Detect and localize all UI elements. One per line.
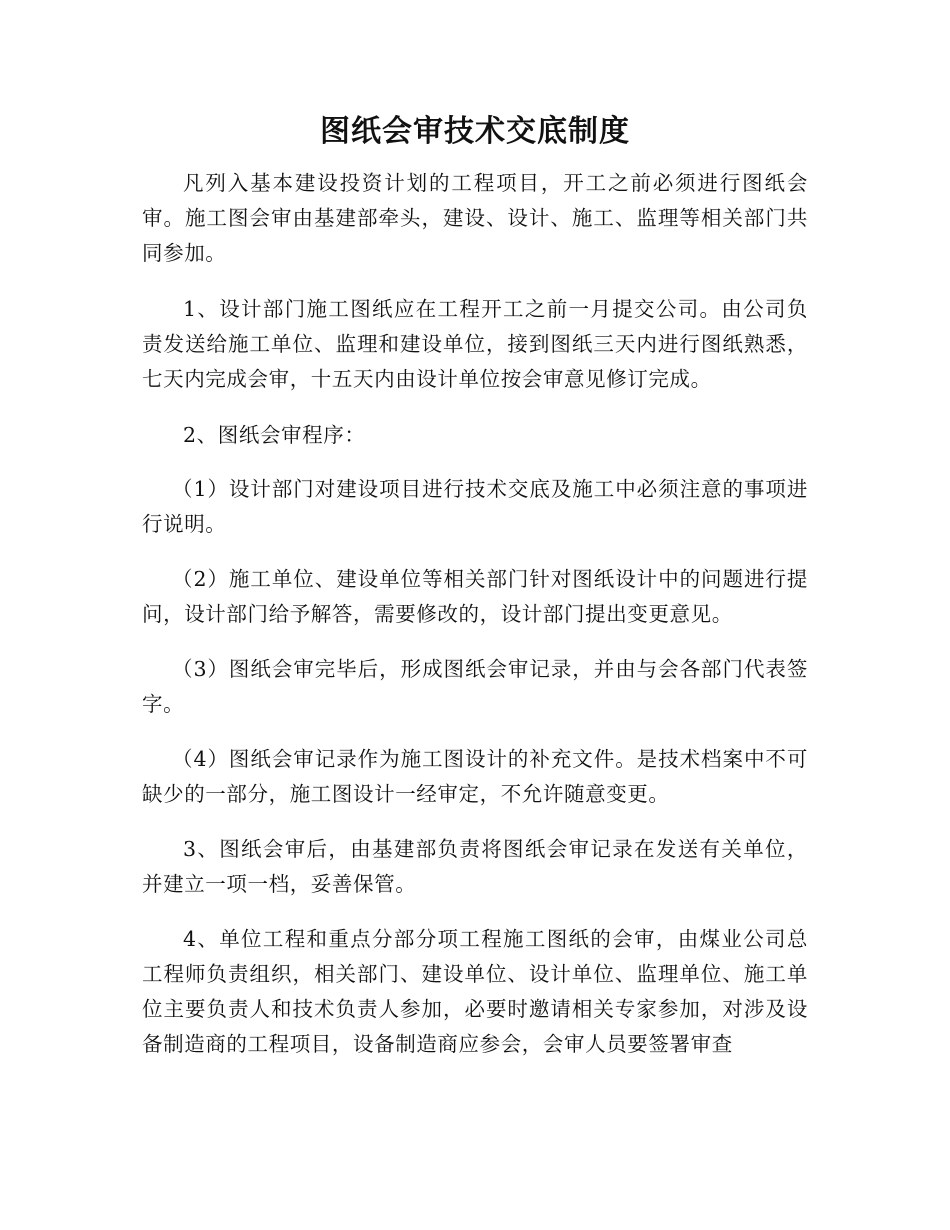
paragraph-sub-2: （2）施工单位、建设单位等相关部门针对图纸设计中的问题进行提问，设计部门给予解答，需要修改的，设计部门提出变更意见。 [142, 567, 808, 626]
paragraph-item-3: 3、图纸会审后，由基建部负责将图纸会审记录在发送有关单位，并建立一项一档，妥善保管。 [142, 837, 808, 896]
paragraph-sub-1: （1）设计部门对建设项目进行技术交底及施工中必须注意的事项进行说明。 [142, 477, 808, 536]
paragraph-item-1: 1、设计部门施工图纸应在工程开工之前一月提交公司。由公司负责发送给施工单位、监理和建设单位，接到图纸三天内进行图纸熟悉，七天内完成会审，十五天内由设计单位按会审意见修订完成。 [142, 297, 808, 391]
paragraph-item-2: 2、图纸会审程序： [183, 423, 366, 447]
paragraph-intro: 凡列入基本建设投资计划的工程项目，开工之前必须进行图纸会审。施工图会审由基建部牵头，建设、设计、施工、监理等相关部门共同参加。 [142, 171, 808, 265]
document-title: 图纸会审技术交底制度 [320, 114, 630, 149]
paragraph-item-4: 4、单位工程和重点分部分项工程施工图纸的会审，由煤业公司总工程师负责组织，相关部门、建设单位、设计单位、监理单位、施工单位主要负责人和技术负责人参加，必要时邀请相关专家参加，对涉及设备制造商的工程项目，设备制造商应参会，会审人员要签署审查 [142, 927, 808, 1056]
paragraph-sub-4: （4）图纸会审记录作为施工图设计的补充文件。是技术档案中不可缺少的一部分，施工图设计一经审定，不允许随意变更。 [142, 747, 808, 806]
paragraph-sub-3: （3）图纸会审完毕后，形成图纸会审记录，并由与会各部门代表签字。 [142, 657, 808, 716]
